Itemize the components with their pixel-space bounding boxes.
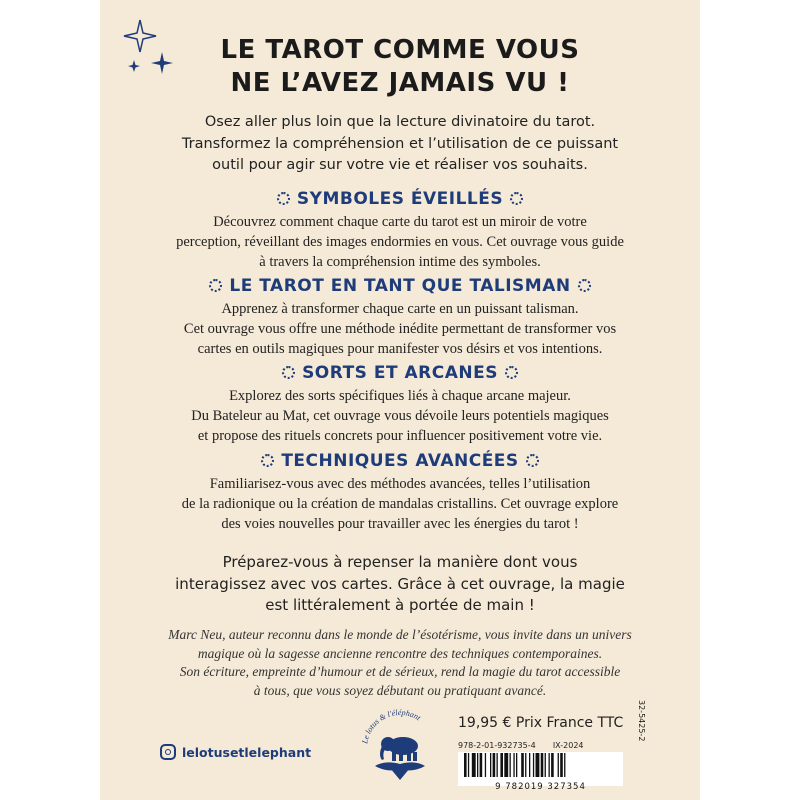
isbn-row: [458, 741, 584, 750]
section-line: perception, réveillant des images endormies en vous. Cet ouvrage vous guide: [176, 234, 624, 250]
barcode-bar: [468, 753, 469, 777]
intro-paragraph: [100, 112, 700, 177]
intro-line: Transformez la compréhension et l’utilisation de ce puissant: [181, 135, 619, 152]
barcode-bar: [500, 753, 503, 777]
section-heading: LE TAROT EN TANT QUE TALISMAN: [100, 276, 700, 296]
barcode-bar: [493, 753, 496, 777]
price-label: 19,95 € Prix France TTC: [458, 715, 624, 731]
barcode-bar: [533, 753, 534, 777]
barcode-bar: [516, 753, 517, 777]
dotted-circle-icon: [578, 279, 591, 292]
closing-line: Préparez-vous à repenser la manière dont vous: [222, 553, 578, 571]
barcode-bar: [549, 753, 550, 777]
barcode-bar: [551, 753, 554, 777]
dotted-circle-icon: [277, 192, 290, 205]
bio-line: Marc Neu, auteur reconnu dans le monde de l’ésotérisme, vous invite dans un univers: [168, 627, 632, 642]
section-body: [100, 474, 700, 534]
barcode-bars: [458, 752, 623, 778]
publisher-logo: [345, 700, 455, 790]
barcode-bar: [490, 753, 491, 777]
edition-date: IX-2024: [552, 741, 584, 750]
barcode-bar: [545, 753, 546, 777]
section-line: Du Bateleur au Mat, cet ouvrage vous dévoile leurs potentiels magiques: [191, 408, 609, 424]
section-line: de la radionique ou la création de mandalas cristallins. Cet ouvrage explore: [181, 496, 619, 512]
intro-line: outil pour agir sur votre vie et réaliser vos souhaits.: [212, 157, 588, 173]
section-line: et propose des rituels concrets pour influencer positivement votre vie.: [197, 428, 603, 444]
section-body: [100, 299, 700, 359]
barcode-bar: [480, 753, 483, 777]
barcode-bar: [560, 753, 563, 777]
section-line: cartes en outils magiques pour manifester vos désirs et vos intentions.: [197, 341, 603, 357]
section-line: Cet ouvrage vous offre une méthode inédite permettant de transformer vos: [183, 321, 617, 337]
section-heading: SORTS ET ARCANES: [100, 363, 700, 383]
barcode-bar: [504, 753, 508, 777]
barcode-bar: [541, 753, 544, 777]
barcode-bar: [529, 753, 530, 777]
section-heading: SYMBOLES ÉVEILLÉS: [100, 189, 700, 209]
elephant-on-lotus-icon: [375, 737, 425, 780]
barcode-bar: [564, 753, 565, 777]
section-line: Apprenez à transformer chaque carte en un puissant talisman.: [221, 301, 579, 317]
closing-line: est littéralement à portée de main !: [265, 596, 535, 614]
title-line-1: LE TAROT COMME VOUS: [220, 35, 580, 65]
barcode-bar: [536, 753, 540, 777]
barcode-bar: [513, 753, 514, 777]
dotted-circle-icon: [505, 366, 518, 379]
dotted-circle-icon: [209, 279, 222, 292]
dotted-circle-icon: [510, 192, 523, 205]
section-line: à travers la compréhension intime des symboles.: [259, 254, 541, 270]
author-bio: [100, 626, 700, 700]
social-handle[interactable]: [160, 744, 311, 760]
dotted-circle-icon: [282, 366, 295, 379]
closing-line: interagissez avec vos cartes. Grâce à cet ouvrage, la magie: [175, 574, 625, 593]
title-line-2: NE L’AVEZ JAMAIS VU !: [230, 68, 570, 98]
barcode-bar: [510, 753, 511, 777]
bio-line: magique où la sagesse ancienne rencontre des techniques contemporaines.: [197, 645, 603, 661]
barcode-bar: [472, 753, 476, 777]
section-line: Familiarisez-vous avec des méthodes avancées, telles l’utilisation: [209, 476, 591, 492]
section-line: Explorez des sorts spécifiques liés à chaque arcane majeur.: [229, 388, 571, 404]
barcode-bar: [485, 753, 486, 777]
barcode-bar: [521, 753, 524, 777]
social-handle-text: lelotusetlelephant: [182, 745, 312, 760]
dotted-circle-icon: [261, 454, 274, 467]
barcode-bar: [464, 753, 467, 777]
barcode-bar: [558, 753, 559, 777]
dotted-circle-icon: [526, 454, 539, 467]
isbn-text: 978-2-01-932735-4: [458, 741, 536, 750]
instagram-icon: [160, 744, 176, 760]
barcode-bar: [525, 753, 526, 777]
bio-line: à tous, que vous soyez débutant ou pratiquant avancé.: [253, 682, 547, 698]
section-line: Découvrez comment chaque carte du tarot est un miroir de votre: [213, 214, 587, 230]
barcode-bar: [477, 753, 478, 777]
book-back-cover: [100, 0, 700, 800]
closing-paragraph: [100, 552, 700, 617]
barcode-bar: [497, 753, 498, 777]
intro-line: Osez aller plus loin que la lecture divinatoire du tarot.: [204, 114, 596, 130]
section-body: [100, 212, 700, 272]
barcode: [458, 752, 623, 792]
svg-text:Le lotus & l'éléphant: Le lotus & l'éléphant: [360, 707, 423, 745]
section-line: des voies nouvelles pour travailler avec les énergies du tarot !: [221, 516, 579, 532]
barcode-number: 9 782019 327354: [495, 782, 586, 792]
section-body: [100, 386, 700, 446]
section-heading: TECHNIQUES AVANCÉES: [100, 451, 700, 471]
side-code: 32-5425-2: [637, 700, 646, 742]
bio-line: Son écriture, empreinte d’humour et de sérieux, rend la magie du tarot accessible: [179, 664, 621, 679]
page-title: [100, 34, 700, 100]
